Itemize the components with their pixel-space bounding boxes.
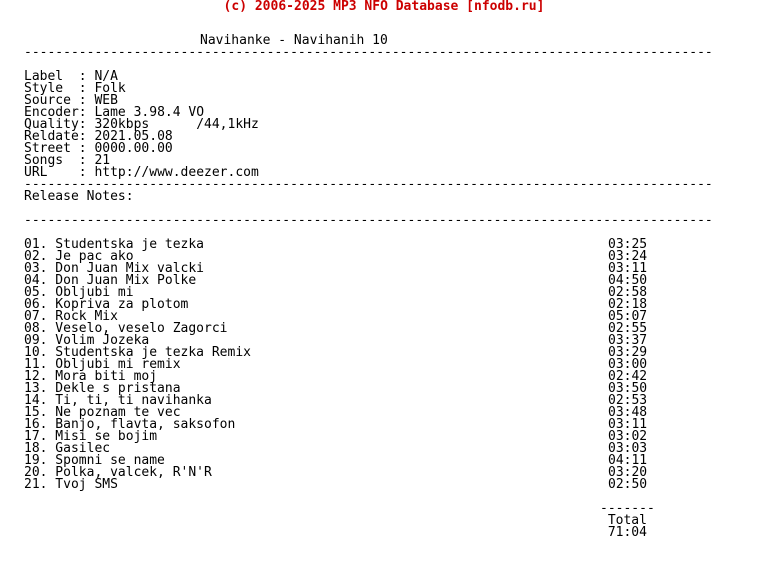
total-time: 71:04 [600, 525, 647, 540]
track-name: 18. Gasilec [24, 441, 111, 456]
track-time: 03:03 [608, 441, 648, 456]
info-value: : Lame 3.98.4 VO [78, 105, 205, 120]
track-time: 03:11 [608, 417, 648, 432]
total-separator: ------- [600, 501, 655, 516]
info-key: Label [24, 69, 79, 84]
release-notes-label: Release Notes: [24, 189, 134, 204]
track-name: 19. Spomni se name [24, 453, 165, 468]
track-name: 08. Veselo, veselo Zagorci [24, 321, 228, 336]
info-value: : 2021.05.08 [78, 129, 173, 144]
track-time: 02:53 [608, 393, 648, 408]
track-time: 03:24 [608, 249, 648, 264]
track-name: 10. Studentska je tezka Remix [24, 345, 251, 360]
site-header: (c) 2006-2025 MP3 NFO Database [nfodb.ru] [223, 0, 545, 14]
track-time: 03:25 [608, 237, 648, 252]
track-time: 02:42 [608, 369, 648, 384]
track-time: 03:50 [608, 381, 648, 396]
track-time: 04:50 [608, 273, 648, 288]
track-name: 01. Studentska je tezka [24, 237, 205, 252]
track-name: 12. Mora biti moj [24, 369, 158, 384]
info-value: : WEB [78, 93, 118, 108]
track-time: 03:20 [608, 465, 648, 480]
track-name: 03. Don Juan Mix valcki [24, 261, 205, 276]
divider: ---------------------------------------------------------------------------------------- [24, 177, 713, 192]
track-name: 14. Ti, ti, ti navihanka [24, 393, 212, 408]
track-time: 03:02 [608, 429, 648, 444]
track-time: 03:29 [608, 345, 648, 360]
info-key: Source [24, 93, 79, 108]
info-value: : 21 [78, 153, 111, 168]
track-name: 13. Dekle s pristana [24, 381, 181, 396]
track-time: 05:07 [608, 309, 648, 324]
info-value: : Folk [78, 81, 126, 96]
info-key: Songs [24, 153, 79, 168]
info-key: URL [24, 165, 79, 180]
info-value: : N/A [78, 69, 118, 84]
track-name: 11. Obljubi mi remix [24, 357, 181, 372]
divider: ---------------------------------------------------------------------------------------- [24, 213, 713, 228]
info-key: Street [24, 141, 79, 156]
track-name: 02. Je pac ako [24, 249, 134, 264]
track-name: 16. Banjo, flavta, saksofon [24, 417, 236, 432]
info-key: Style [24, 81, 79, 96]
track-time: 02:18 [608, 297, 648, 312]
track-time: 02:55 [608, 321, 648, 336]
info-value: : http://www.deezer.com [78, 165, 259, 180]
track-time: 03:11 [608, 261, 648, 276]
track-time: 03:48 [608, 405, 648, 420]
track-name: 07. Rock Mix [24, 309, 118, 324]
info-value: : 0000.00.00 [78, 141, 173, 156]
track-name: 21. Tvoj SMS [24, 477, 118, 492]
info-key: Reldate [24, 129, 79, 144]
divider: ---------------------------------------------------------------------------------------- [24, 45, 713, 60]
track-time: 03:00 [608, 357, 648, 372]
track-time: 02:50 [608, 477, 648, 492]
track-name: 05. Obljubi mi [24, 285, 134, 300]
total-label: Total [600, 513, 647, 528]
track-name: 15. Ne poznam te vec [24, 405, 181, 420]
info-value: : 320kbps /44,1kHz [78, 117, 259, 132]
track-name: 20. Polka, valcek, R'N'R [24, 465, 212, 480]
info-key: Quality [24, 117, 79, 132]
track-time: 03:37 [608, 333, 648, 348]
track-time: 04:11 [608, 453, 648, 468]
info-key: Encoder [24, 105, 79, 120]
track-name: 17. Misi se bojim [24, 429, 158, 444]
release-title: Navihanke - Navihanih 10 [200, 33, 388, 48]
track-name: 09. Volim Jozeka [24, 333, 150, 348]
track-time: 02:58 [608, 285, 648, 300]
track-name: 06. Kopriva za plotom [24, 297, 189, 312]
track-name: 04. Don Juan Mix Polke [24, 273, 197, 288]
